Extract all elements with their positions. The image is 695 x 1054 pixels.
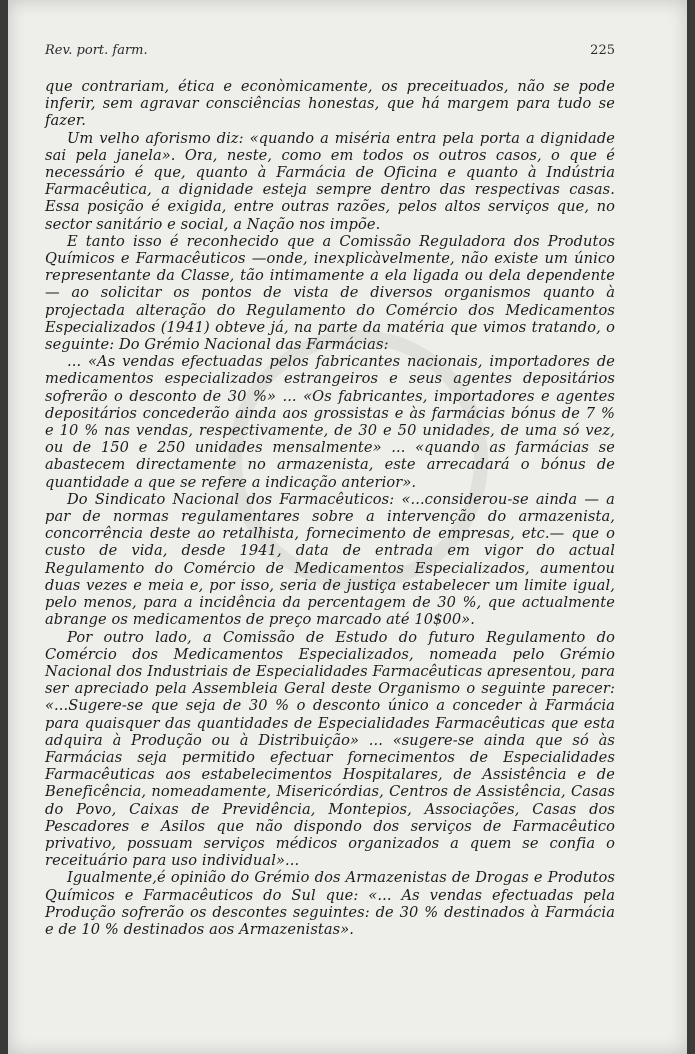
running-header [45, 43, 615, 58]
paragraph: Do Sindicato Nacional dos Farmacêuticos: «...considerou-se ainda — a par de normas regulamentares sobre a intervenção do armazenista, concorrência deste ao retalhista, fornecimento de empresas, etc.— que o custo de vida, desde 1941, data de entrada em vigor do actual Regulamento do Comércio de Medicamentos Especializados, aumentou duas vezes e meia e, por isso, seria de justiça estabelecer um limite igual, pelo menos, para a incidência da percentagem de 30 %, que actualmente abrange os medicamentos de preço marcado até 10$00». [45, 490, 615, 629]
document-page [8, 0, 687, 1054]
paragraph: Igualmente,é opinião do Grémio dos Armazenistas de Drogas e Produtos Químicos e Farmacêuticos do Sul que: «... As vendas efectuadas pela Produção sofrerão os descontes seguintes: de 30 % destinados à Farmácia e de 10 % destinados aos Armazenistas». [45, 869, 615, 938]
page-number: 225 [590, 43, 615, 58]
paragraph: ... «As vendas efectuadas pelos fabricantes nacionais, importadores de medicamentos especializados estrangeiros e seus agentes depositários sofrerão o desconto de 30 %» ... «Os fabricantes, importadores e agentes depositários concederão ainda aos grossistas e às farmácias bónus de 7 % e 10 % nas vendas, respectivamente, de 30 e 50 unidades, de uma só vez, ou de 150 e 250 unidades mensalmente» ... «quando as farmácias se abastecem directamente no armazenista, este arrecadará o bónus de quantidade a que se refere a indicação anterior». [45, 353, 615, 491]
paragraph: Por outro lado, a Comissão de Estudo do futuro Regulamento do Comércio dos Medicamentos Especializados, nomeada pelo Grémio Nacional dos Industriais de Especialidades Farmacêuticas apresentou, para ser apreciado pela Assembleia Geral deste Organismo o seguinte parecer: «...Sugere-se que seja de 30 % o desconto único a conceder à Farmácia para quaisquer das quantidades de Especialidades Farmacêuticas que esta adquira à Produção ou à Distribuição» ... «sugere-se ainda que só às Farmácias seja permitido efectuar fornecimentos de Especialidades Farmacêuticas aos estabelecimentos Hospitalares, de Assistência e de Beneficência, nomeadamente, Misericórdias, Centros de Assistência, Casas do Povo, Caixas de Previdência, Montepios, Associações, Casas dos Pescadores e Asilos que não dispondo dos serviços de Farmacêutico privativo, possuam serviços médicos organizados a quem se confia o receituário para uso individual»... [45, 628, 615, 870]
paragraph: E tanto isso é reconhecido que a Comissão Reguladora dos Produtos Químicos e Farmacêuticos —onde, inexplicàvelmente, não existe um único representante da Classe, tão intimamente a ela ligada ou dela dependente — ao solicitar os pontos de vista de diversos organismos quanto à projectada alteração do Regulamento do Comércio dos Medicamentos Especializados (1941) obteve já, na parte da matéria que vimos tratando, o seguinte: Do Grémio Nacional das Farmácias: [45, 232, 615, 354]
journal-title: Rev. port. farm. [45, 43, 148, 58]
paragraph: Um velho aforismo diz: «quando a miséria entra pela porta a dignidade sai pela janela». Ora, neste, como em todos os outros casos, o que é necessário é que, quanto à Farmácia de Oficina e quanto à Indústria Farmacêutica, a dignidade esteja sempre dentro das respectivas casas. Essa posição é exigida, entre outras razões, pelos altos serviços que, no sector sanitário e social, a Nação nos impõe. [45, 129, 615, 233]
paragraph: que contrariam, ética e econòmicamente, os preceituados, não se pode inferir, sem agravar consciências honestas, que há margem para tudo se fazer. [45, 78, 615, 130]
article-body [45, 78, 615, 938]
